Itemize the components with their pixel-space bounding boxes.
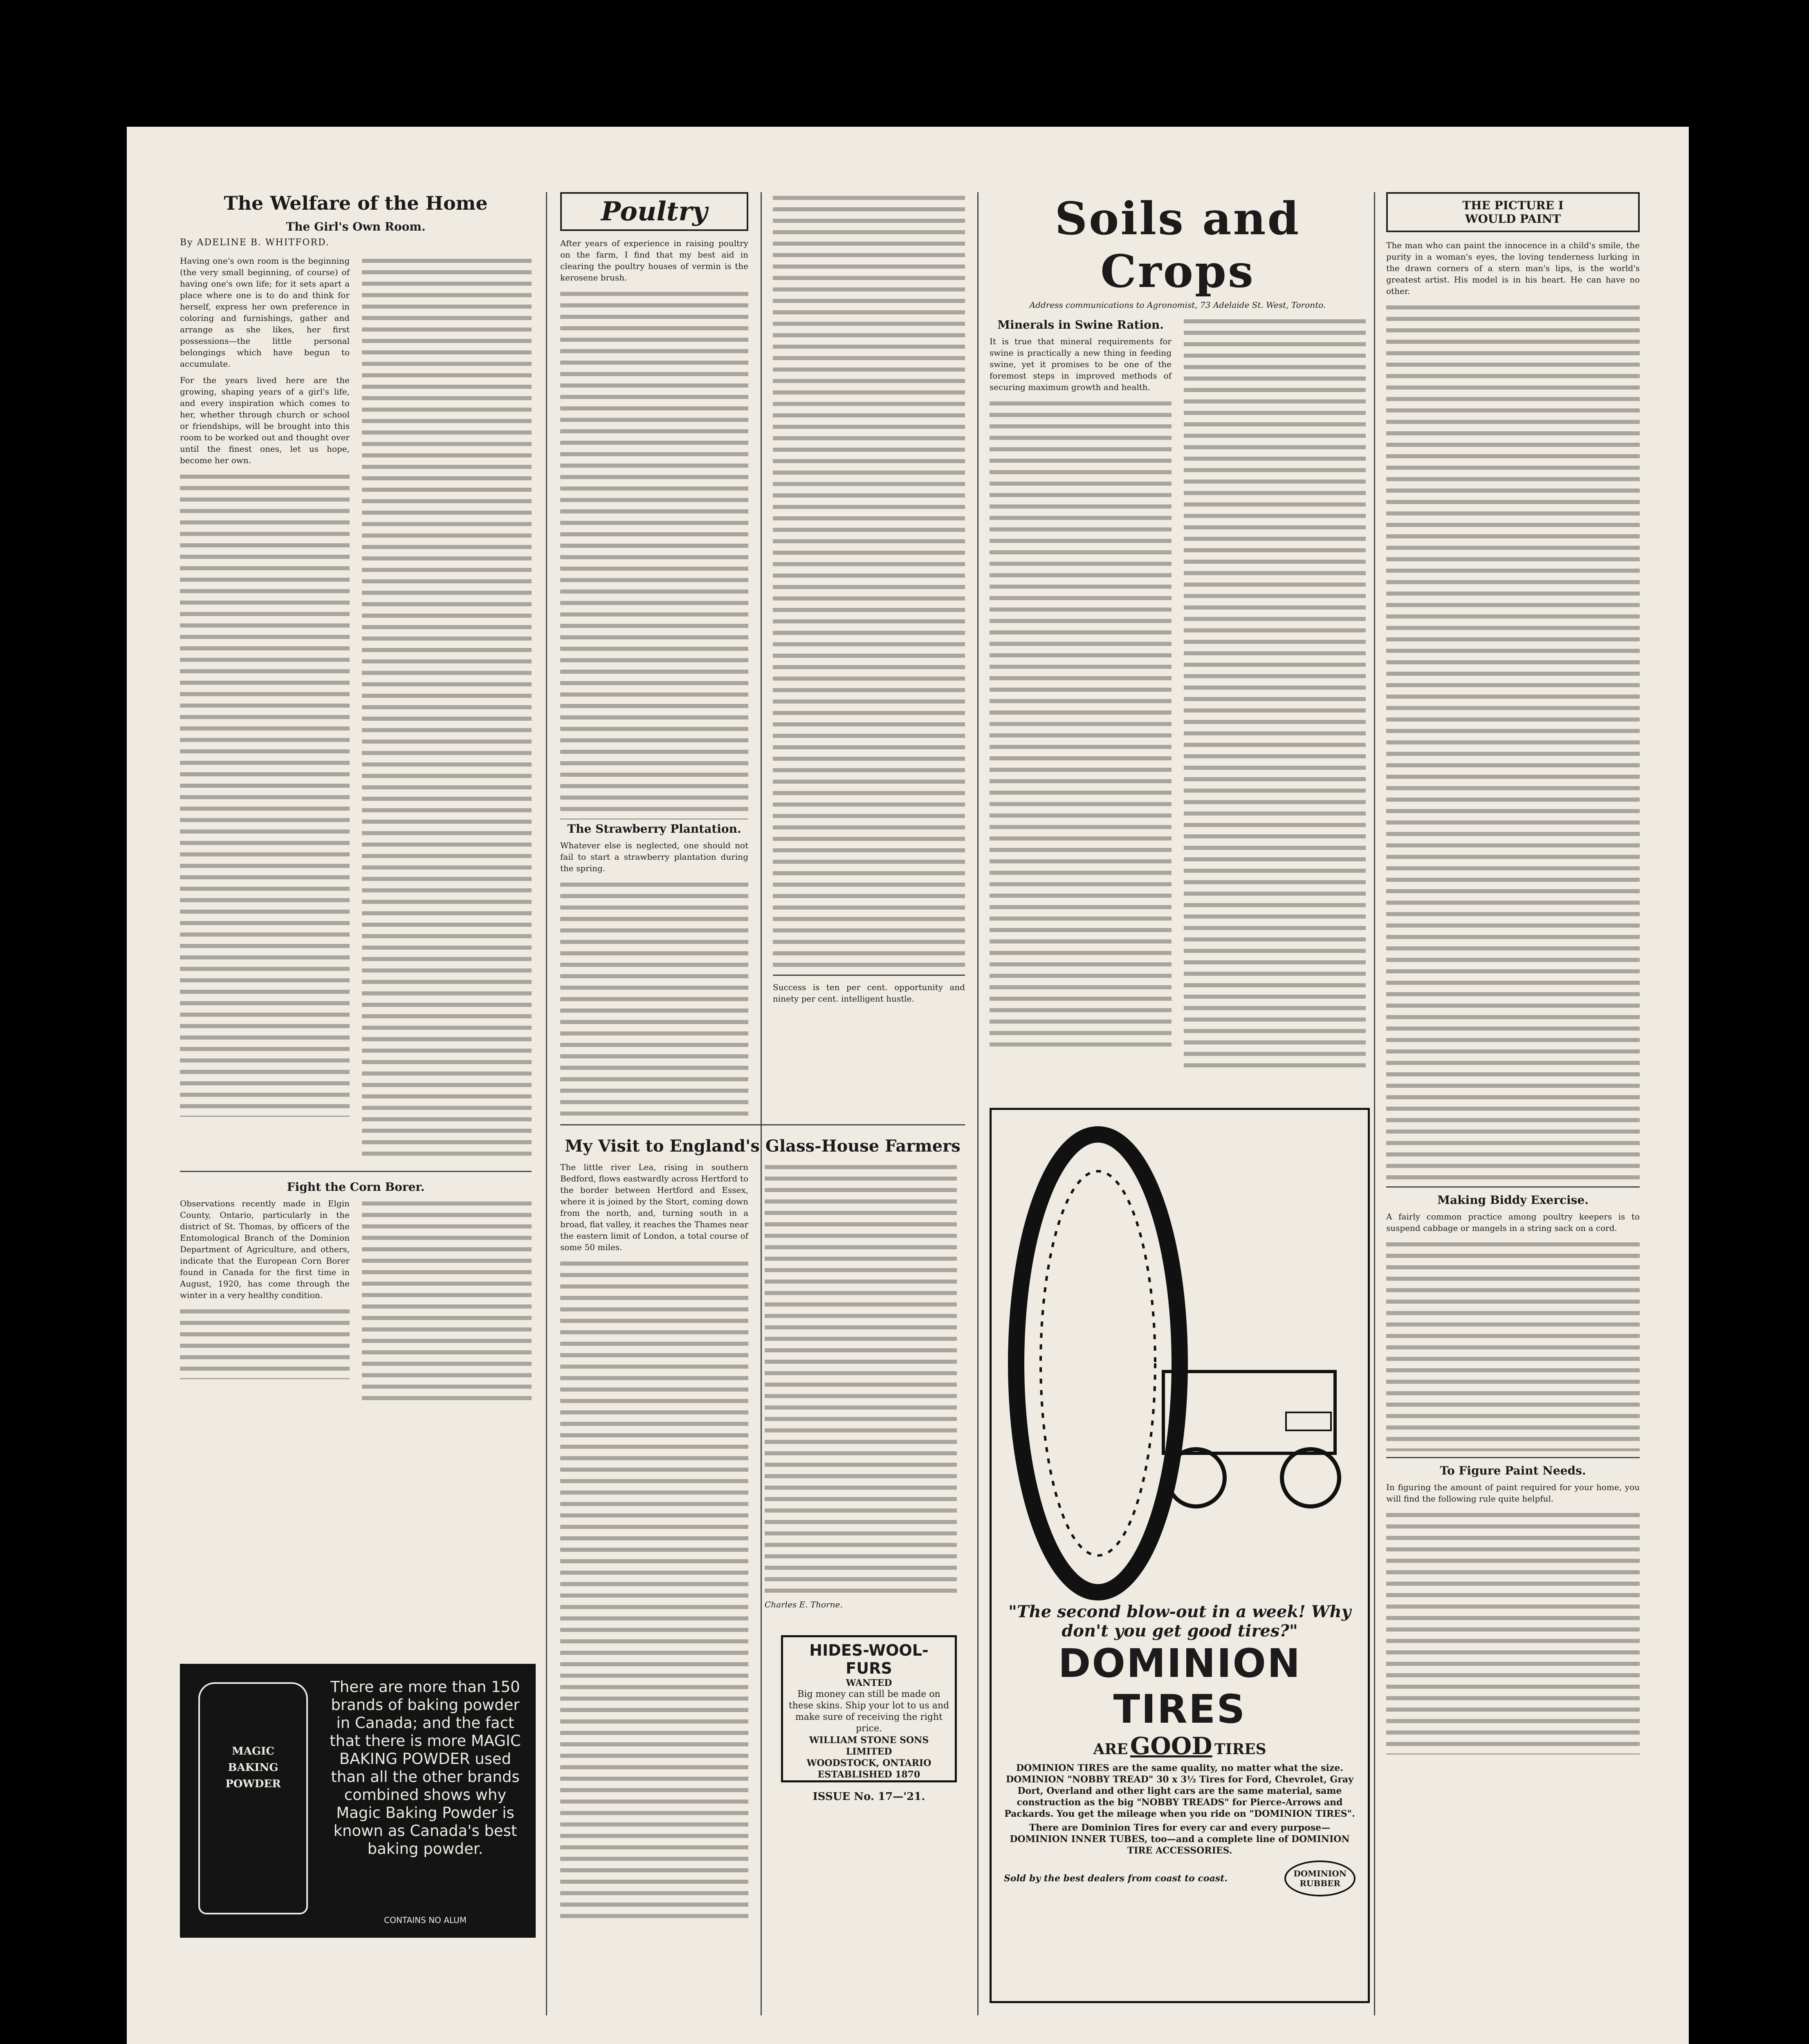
article-text-block xyxy=(180,471,350,1117)
paint-needs-intro: In figuring the amount of paint required for your home, you will find the following rule quite helpful. xyxy=(1386,1482,1640,1504)
logo-text: RUBBER xyxy=(1300,1878,1341,1888)
picture-title-box xyxy=(1386,192,1640,232)
can-label: BAKING xyxy=(228,1762,278,1774)
article-text-block xyxy=(765,1161,957,1599)
hides-copy: Big money can still be made on these skins. Ship your lot to us and make sure of receiving the right price. xyxy=(788,1689,949,1734)
hides-wool-furs-ad xyxy=(781,1635,957,1782)
glasshouse-article xyxy=(560,1136,965,2015)
article-text-block xyxy=(1386,1239,1640,1451)
article-text-block xyxy=(1184,316,1366,1072)
tires-are: ARE xyxy=(1093,1741,1128,1758)
article-text-block xyxy=(362,1198,532,1402)
soils-article-title: Minerals in Swine Ration. xyxy=(997,318,1164,332)
tires-slogan: "The second blow-out in a week! Why don't you get good tires?" xyxy=(1008,1602,1351,1641)
biddy-intro: A fairly common practice among poultry keepers is to suspend cabbage or mangels in a string sack on a cord. xyxy=(1386,1212,1640,1233)
hides-title: HIDES-WOOL-FURS xyxy=(809,1641,929,1677)
hides-company: WILLIAM STONE SONS LIMITED xyxy=(809,1735,929,1757)
tires-tires: TIRES xyxy=(1214,1741,1266,1758)
magic-baking-powder-ad xyxy=(180,1664,536,1938)
article-text-block xyxy=(990,398,1172,1052)
baking-powder-can-icon xyxy=(198,1682,308,1914)
car-tire-illustration xyxy=(992,1110,1364,1600)
section-rule xyxy=(1386,1457,1640,1458)
column-rule xyxy=(977,192,979,2015)
success-quote: Success is ten per cent. opportunity and ninety per cent. intelligent hustle. xyxy=(773,982,965,1004)
dominion-rubber-logo xyxy=(1284,1860,1356,1896)
issue-number: ISSUE No. 17—'21. xyxy=(812,1791,925,1803)
section-rule xyxy=(560,1124,965,1125)
welfare-byline: By ADELINE B. WHITFORD. xyxy=(180,238,330,248)
corn-borer-intro: Observations recently made in Elgin County, Ontario, particularly in the district of St. Thomas, by officers of the Entomological Branch of the Dominion Department of Agriculture, and others, indicate that the European Corn Borer found in Canada for the first time in August, 1920, has come through the winter in a very healthy condition. xyxy=(180,1199,350,1300)
article-text-block xyxy=(560,879,748,1116)
can-label: MAGIC xyxy=(231,1745,274,1757)
picture-title-2: WOULD PAINT xyxy=(1465,212,1561,226)
tires-copy-1: DOMINION TIRES are the same quality, no matter what the size. DOMINION "NOBBY TREAD" 30 x 3½ Tires for Ford, Chevrolet, Gray Dort, Overland and other light cars are the same material, same construction as the big "NOBBY TREADS" for Pierce-Arrows and Packards. You get the mileage when you ride on "DOMINION TIRES". xyxy=(1004,1763,1355,1819)
glasshouse-title: My Visit to England's Glass-House Farmers xyxy=(565,1136,961,1156)
tires-brand: DOMINION TIRES xyxy=(1058,1641,1302,1732)
soils-masthead: Soils and Crops xyxy=(1055,192,1301,298)
welfare-title: The Welfare of the Home xyxy=(224,192,488,214)
section-rule xyxy=(1386,1186,1640,1188)
column-rule xyxy=(546,192,547,2015)
poultry-column-continued xyxy=(773,192,965,1116)
logo-text: DOMINION xyxy=(1293,1869,1347,1878)
soils-address: Address communications to Agronomist, 73 Adelaide St. West, Toronto. xyxy=(1029,300,1326,310)
poultry-intro: After years of experience in raising poultry on the farm, I find that my best aid in clearing the poultry houses of vermin is the kerosene brush. xyxy=(560,238,748,282)
section-rule xyxy=(180,1171,532,1172)
glasshouse-intro: The little river Lea, rising in southern Bedford, flows eastwardly across Hertford to the border between Hertford and Essex, where it is joined by the Stort, coming down from the north, and, turning south in a broad, flat valley, it reaches the Thames near the eastern limit of London, a total course of some 50 miles. xyxy=(560,1162,748,1252)
article-text-block xyxy=(560,288,748,820)
soils-column xyxy=(990,192,1366,1072)
welfare-para: For the years lived here are the growing, shaping years of a girl's life, and every inspiration which comes to her, whether through church or school or friendships, will be brought into this room to be worked out and thought over until the finest ones, let us hope, become her own. xyxy=(180,375,350,465)
glasshouse-signature: Charles E. Thorne. xyxy=(765,1600,843,1609)
column-rule xyxy=(1374,192,1375,2015)
poultry-column xyxy=(560,192,748,1116)
welfare-intro: Having one's own room is the beginning (the very small beginning, of course) of having one's own life; for it sets apart a place where one is to do and think for herself, express her own preference in coloring and furnishings, gather and arrange as she likes, her first possessions—the little personal belongings which have begun to accumulate. xyxy=(180,256,350,369)
article-text-block xyxy=(560,1258,748,1920)
picture-intro: The man who can paint the innocence in a child's smile, the purity in a woman's eyes, the loving tenderness lurking in the drawn corners of a stern man's lips, is the world's greatest artist. His model is in his heart. He can have no other. xyxy=(1386,240,1640,296)
tires-good: GOOD xyxy=(1130,1732,1212,1760)
picture-column xyxy=(1386,192,1640,2003)
magic-ad-text: There are more than 150 brands of baking powder in Canada; and the fact that there is more MAGIC BAKING POWDER used than all the other brands combined shows why Magic Baking Powder is known as Canada's best baking powder. xyxy=(330,1678,521,1858)
article-text-block xyxy=(362,255,532,1163)
can-label: POWDER xyxy=(225,1778,281,1790)
corn-borer-title: Fight the Corn Borer. xyxy=(287,1180,425,1194)
article-text-block xyxy=(773,192,965,969)
hides-established: ESTABLISHED 1870 xyxy=(817,1769,920,1780)
article-text-block xyxy=(180,1306,350,1379)
paint-needs-title: To Figure Paint Needs. xyxy=(1440,1464,1586,1477)
hides-city: WOODSTOCK, ONTARIO xyxy=(806,1758,931,1768)
soils-intro: It is true that mineral requirements for swine is practically a new thing in feeding swine, yet it promises to be one of the foremost steps in improved methods of securing maximum growth and health. xyxy=(990,336,1172,392)
section-rule xyxy=(773,975,965,976)
biddy-title: Making Biddy Exercise. xyxy=(1437,1193,1589,1207)
strawberry-title: The Strawberry Plantation. xyxy=(567,822,741,836)
welfare-subtitle: The Girl's Own Room. xyxy=(286,220,426,233)
newspaper-page xyxy=(127,127,1689,2044)
picture-title-1: THE PICTURE I xyxy=(1462,199,1564,212)
hides-wanted: WANTED xyxy=(846,1678,892,1688)
tires-copy-2: There are Dominion Tires for every car and every purpose—DOMINION INNER TUBES, too—and a complete line of DOMINION TIRE ACCESSORIES. xyxy=(1010,1822,1350,1856)
article-text-block xyxy=(1386,302,1640,1181)
article-text-block xyxy=(1386,1509,1640,1755)
magic-ad-footer: CONTAINS NO ALUM xyxy=(384,1915,467,1925)
dominion-tires-ad xyxy=(990,1108,1370,2003)
poultry-logo: Poultry xyxy=(560,192,748,231)
strawberry-intro: Whatever else is neglected, one should not fail to start a strawberry plantation during the spring. xyxy=(560,840,748,873)
tires-footer: Sold by the best dealers from coast to coast. xyxy=(1004,1873,1228,1884)
